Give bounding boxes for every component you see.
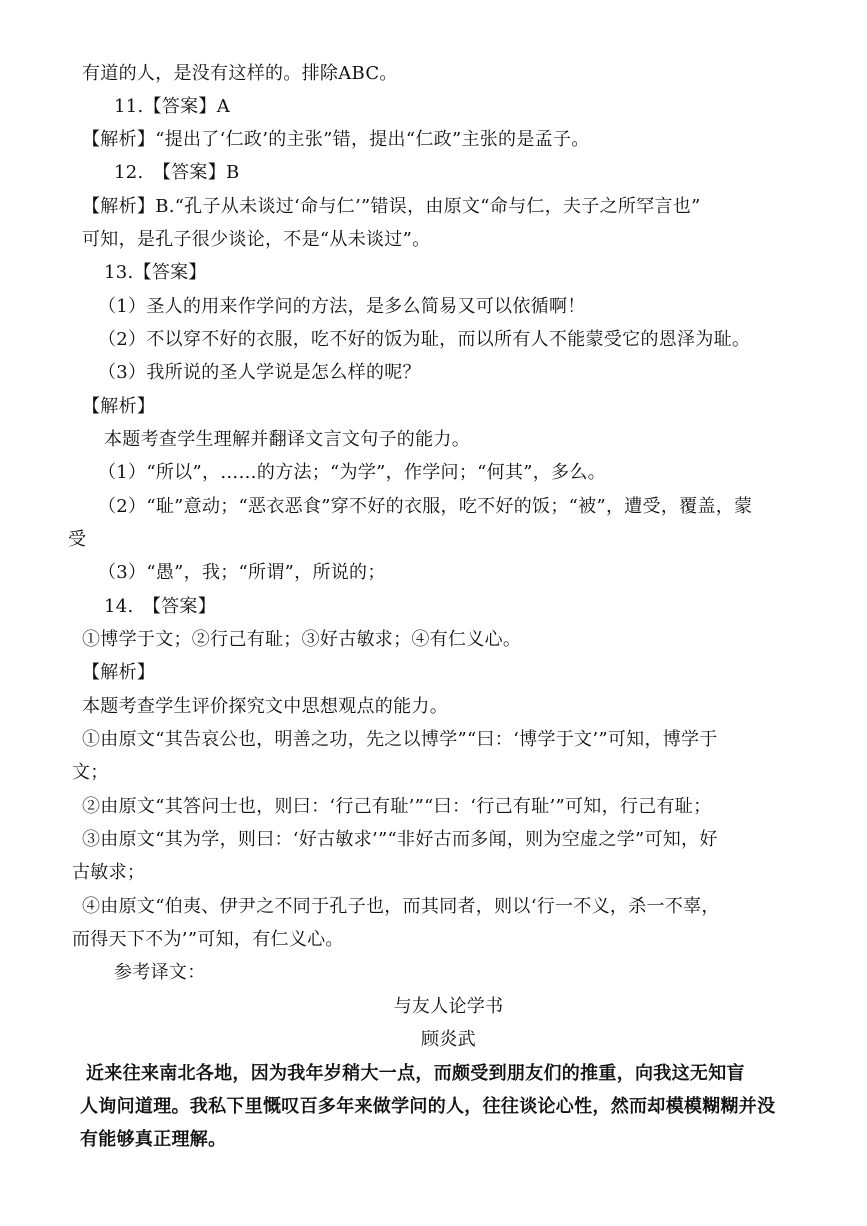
analysis-heading: 【解析】	[82, 396, 156, 417]
text-line: （3）“愚”，我；“所谓”，所说的；	[98, 562, 386, 583]
text-line: （2）“耻”意动；“恶衣恶食”穿不好的衣服，吃不好的饭；“被”，遭受，覆盖，蒙	[98, 496, 753, 517]
text-line: （1）圣人的用来作学问的方法，是多么简易又可以依循啊！	[98, 296, 586, 317]
answer-14-heading: 14. 【答案】	[104, 596, 217, 617]
text-line: 文；	[72, 762, 109, 783]
answer-13-heading: 13.【答案】	[104, 262, 207, 283]
text-line: 【解析】“提出了‘仁政’的主张”错，提出“仁政”主张的是孟子。	[82, 129, 590, 150]
text-line: 近来往来南北各地，因为我年岁稍大一点，而颇受到朋友们的推重，向我这无知盲	[86, 1063, 745, 1084]
text-line: （2）不以穿不好的衣服，吃不好的饭为耻，而以所有人不能蒙受它的恩泽为耻。	[98, 329, 751, 350]
text-line: 有道的人，是没有这样的。排除ABC。	[82, 63, 398, 84]
text-line: 而得天下不为’”可知，有仁义心。	[72, 929, 344, 950]
answer-11-heading: 11.【答案】A	[114, 96, 231, 117]
text-line: ②由原文“其答问士也，则曰：‘行己有耻’”“曰：‘行己有耻’”可知，行己有耻；	[82, 796, 712, 817]
text-line: ④由原文“伯夷、伊尹之不同于孔子也，而其同者，则以‘行一不义，杀一不辜，	[82, 896, 720, 917]
text-line: ③由原文“其为学，则曰：‘好古敏求’”“非好古而多闻，则为空虚之学”可知，好	[82, 829, 718, 850]
text-line: （3）我所说的圣人学说是怎么样的呢？	[98, 362, 421, 383]
translation-author: 顾炎武	[421, 1029, 476, 1050]
text-line: 人询问道理。我私下里慨叹百多年来做学问的人，往往谈论心性，然而却模模糊糊并没	[80, 1096, 776, 1117]
translation-title: 与友人论学书	[393, 996, 504, 1017]
text-line: ①博学于文；②行己有耻；③好古敏求；④有仁义心。	[82, 629, 522, 650]
text-line: 本题考查学生评价探究文中思想观点的能力。	[82, 696, 448, 717]
text-line: 本题考查学生理解并翻译文言文句子的能力。	[104, 429, 470, 450]
translation-label: 参考译文：	[114, 962, 206, 983]
text-line: ①由原文“其告哀公也，明善之功，先之以博学”“曰：‘博学于文’”可知，博学于	[82, 729, 718, 750]
text-line: （1）“所以”，……的方法；“为学”，作学问；“何其”，多么。	[98, 462, 606, 483]
text-line: 可知，是孔子很少谈论，不是“从未谈过”。	[82, 229, 431, 250]
analysis-heading: 【解析】	[82, 662, 156, 683]
text-line: 有能够真正理解。	[80, 1129, 227, 1150]
answer-12-heading: 12. 【答案】B	[114, 162, 240, 183]
text-line: 【解析】B.“孔子从未谈过‘命与仁’”错误，由原文“命与仁，夫子之所罕言也”	[82, 196, 701, 217]
text-line: 古敏求；	[72, 862, 146, 883]
text-line: 受	[68, 529, 87, 550]
